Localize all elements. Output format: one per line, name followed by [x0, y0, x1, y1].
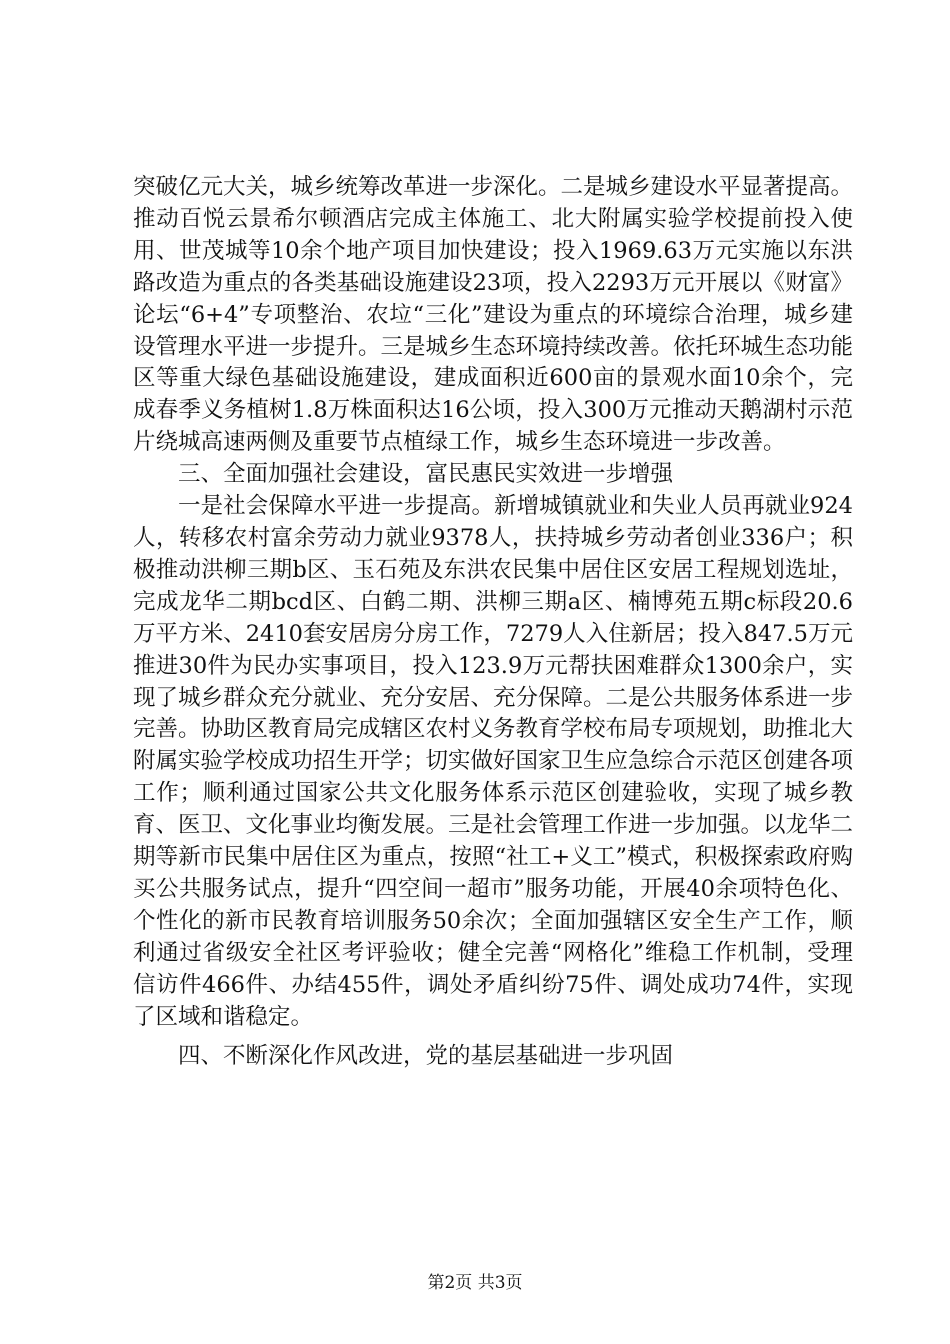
page-number-footer: 第2页 共3页	[427, 1273, 523, 1293]
paragraph-urban-rural-development: 突破亿元大关，城乡统筹改革进一步深化。二是城乡建设水平显著提高。推动百悦云景希尔顿酒店完成主体施工、北大附属实验学校提前投入使用、世茂城等10余个地产项目加快建设；投入1969.63万元实施以东洪路改造为重点的各类基础设施建设23项，投入2293万元开展以《财富》论坛“6+4”专项整治、农垃“三化”建设为重点的环境综合治理，城乡建设管理水平进一步提升。三是城乡生态环境持续改善。依托环城生态功能区等重大绿色基础设施建设，建成面积近600亩的景观水面10余个，完成春季义务植树1.8万株面积达16公顷，投入300万元推动天鹅湖村示范片绕城高速两侧及重要节点植绿工作，城乡生态环境进一步改善。	[133, 174, 854, 456]
section-heading-party-building: 四、不断深化作风改进，党的基层基础进一步巩固	[178, 1043, 674, 1070]
document-body	[133, 172, 853, 1073]
section-heading-social-construction: 三、全面加强社会建设，富民惠民实效进一步增强	[178, 461, 674, 488]
paragraph-social-security: 一是社会保障水平进一步提高。新增城镇就业和失业人员再就业924人，转移农村富余劳动力就业9378人，扶持城乡劳动者创业336户；积极推动洪柳三期b区、玉石苑及东洪农民集中居住区安居工程规划选址，完成龙华二期bcd区、白鹤二期、洪柳三期a区、楠博苑五期c标段20.6万平方米、2410套安居房分房工作，7279人入住新居；投入847.5万元推进30件为民办实事项目，投入123.9万元帮扶困难群众1300余户，实现了城乡群众充分就业、充分安居、充分保障。二是公共服务体系进一步完善。协助区教育局完成辖区农村义务教育学校布局专项规划，助推北大附属实验学校成功招生开学；切实做好国家卫生应急综合示范区创建各项工作；顺利通过国家公共文化服务体系示范区创建验收，实现了城乡教育、医卫、文化事业均衡发展。三是社会管理工作进一步加强。以龙华二期等新市民集中居住区为重点，按照“社工+义工”模式，积极探索政府购买公共服务试点，提升“四空间一超市”服务功能，开展40余项特色化、个性化的新市民教育培训服务50余次；全面加强辖区安全生产工作，顺利通过省级安全社区考评验收；健全完善“网格化”维稳工作机制，受理信访件466件、办结455件，调处矛盾纠纷75件、调处成功74件，实现了区域和谐稳定。	[133, 493, 854, 1030]
